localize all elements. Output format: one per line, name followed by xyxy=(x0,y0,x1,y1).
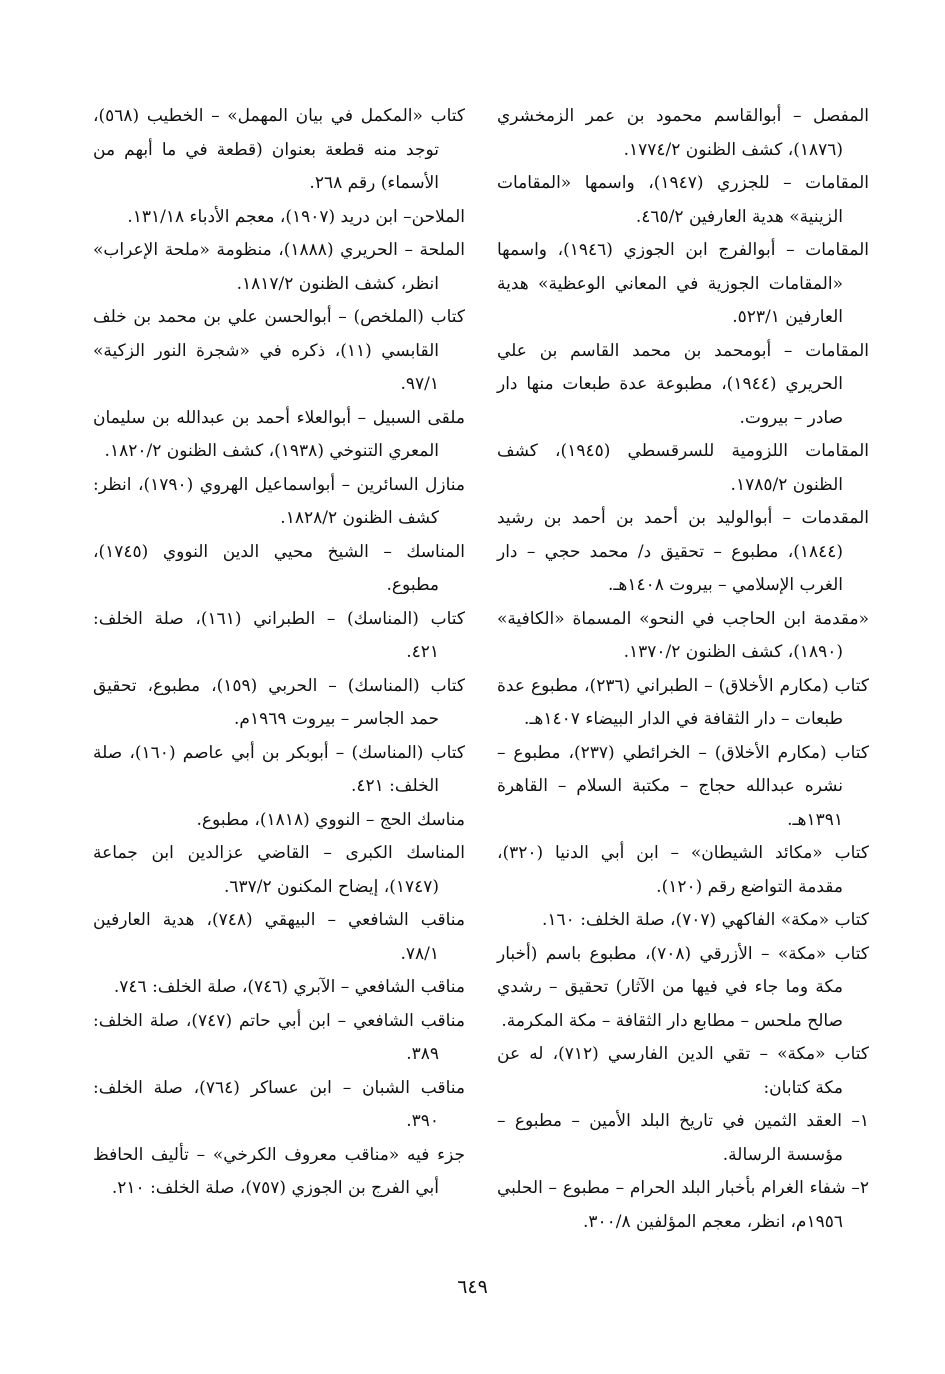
entry: كتاب (المناسك) – أبوبكر بن أبي عاصم (١٦٠)، صلة الخلف: ٤٢١. xyxy=(93,742,465,796)
page-number: ٦٤٩ xyxy=(457,1276,488,1298)
entry: ٢– شفاء الغرام بأخبار البلد الحرام – مطبوع – الحلبي ١٩٥٦م، انظر، معجم المؤلفين ٣٠٠/٨. xyxy=(497,1178,869,1232)
entry: كتاب «مكة» – الأزرقي (٧٠٨)، مطبوع باسم (أخبار مكة وما جاء في فيها من الآثار) تحقيق – رشدي صالح ملحس – مطابع دار الثقافة – مكة المكرمة. xyxy=(497,943,869,1031)
entry: كتاب «مكة» – تقي الدين الفارسي (٧١٢)، له عن مكة كتابان: xyxy=(497,1044,869,1098)
entry: مناقب الشبان – ابن عساكر (٧٦٤)، صلة الخلف: ٣٩٠. xyxy=(93,1077,466,1131)
entry: كتاب (مكارم الأخلاق) – الطبراني (٢٣٦)، مطبوع عدة طبعات – دار الثقافة في الدار البيضاء ١٤٠٧هـ. xyxy=(497,675,869,729)
entry: كتاب (المناسك) – الحربي (١٥٩)، مطبوع، تحقيق حمد الجاسر – بيروت ١٩٦٩م. xyxy=(93,675,465,729)
entry: «مقدمة ابن الحاجب في النحو» المسماة «الكافية» (١٨٩٠)، كشف الظنون ١٣٧٠/٢. xyxy=(497,608,869,662)
entry: مناقب الشافعي – ابن أبي حاتم (٧٤٧)، صلة الخلف: ٣٨٩. xyxy=(93,1010,465,1064)
entry: الملحة – الحريري (١٨٨٨)، منظومة «ملحة الإعراب» انظر، كشف الظنون ١٨١٧/٢. xyxy=(93,240,465,294)
entry: كتاب (المناسك) – الطبراني (١٦١)، صلة الخلف: ٤٢١. xyxy=(93,608,465,662)
entry: المناسك الكبرى – القاضي عزالدين ابن جماعة (١٧٤٧)، إيضاح المكنون ٦٣٧/٢. xyxy=(93,843,465,897)
entry: كتاب «مكائد الشيطان» – ابن أبي الدنيا (٣٢٠)، مقدمة التواضع رقم (١٢٠). xyxy=(497,843,869,897)
entry: ملقى السبيل – أبوالعلاء أحمد بن عبدالله بن سليمان المعري التنوخي (١٩٣٨)، كشف الظنون ١٨٢٠/٢. xyxy=(93,407,465,461)
entry: الملاحن– ابن دريد (١٩٠٧)، معجم الأدباء ١٣١/١٨. xyxy=(127,206,465,227)
entry: المقامات – أبومحمد بن محمد القاسم بن علي الحريري (١٩٤٤)، مطبوعة عدة طبعات منها دار صادر – بيروت. xyxy=(497,340,869,428)
entry: المفصل – أبوالقاسم محمود بن عمر الزمخشري (١٨٧٦)، كشف الظنون ١٧٧٤/٢. xyxy=(497,106,869,160)
entry: المقدمات – أبوالوليد بن أحمد بن أحمد بن رشيد (١٨٤٤)، مطبوع – تحقيق د/ محمد حجي – دار الغرب الإسلامي – بيروت ١٤٠٨هـ. xyxy=(497,508,869,595)
entry: كتاب «المكمل في بيان المهمل» – الخطيب (٥٦٨)، توجد منه قطعة بعنوان (قطعة في ما أبهم من الأسماء) رقم ٢٦٨. xyxy=(93,106,465,193)
entry: منازل السائرين – أبواسماعيل الهروي (١٧٩٠)، انظر: كشف الظنون ١٨٢٨/٢. xyxy=(93,474,465,528)
entry: المقامات اللزومية للسرقسطي (١٩٤٥)، كشف الظنون ١٧٨٥/٢. xyxy=(497,441,869,495)
entry: المقامات – للجزري (١٩٤٧)، واسمها «المقامات الزينية» هدية العارفين ٤٦٥/٢. xyxy=(497,173,869,227)
entry: كتاب (مكارم الأخلاق) – الخرائطي (٢٣٧)، مطبوع – نشره عبدالله حجاج – مكتبة السلام – القاهرة ١٣٩١هـ. xyxy=(497,742,869,830)
right-column xyxy=(497,100,869,1239)
entry: كتاب (الملخص) – أبوالحسن علي بن محمد بن خلف القابسي (١١)، ذكره في «شجرة النور الزكية» ٩٧/١. xyxy=(93,307,465,394)
entry: مناقب الشافعي – الآبري (٧٤٦)، صلة الخلف: ٧٤٦. xyxy=(113,977,465,997)
left-column xyxy=(93,100,465,1206)
entry: مناسك الحج – النووي (١٨١٨)، مطبوع. xyxy=(196,809,465,830)
entry: ١– العقد الثمين في تاريخ البلد الأمين – مطبوع – مؤسسة الرسالة. xyxy=(497,1111,869,1165)
entry: المناسك – الشيخ محيي الدين النووي (١٧٤٥)، مطبوع. xyxy=(93,541,465,595)
entry: مناقب الشافعي – البيهقي (٧٤٨)، هدية العارفين ٧٨/١. xyxy=(93,910,466,964)
entry: كتاب «مكة» الفاكهي (٧٠٧)، صلة الخلف: ١٦٠. xyxy=(541,910,869,930)
entry: جزء فيه «مناقب معروف الكرخي» – تأليف الحافظ أبي الفرج بن الجوزي (٧٥٧)، صلة الخلف: ٢١٠. xyxy=(93,1144,465,1198)
entry: المقامات – أبوالفرج ابن الجوزي (١٩٤٦)، واسمها «المقامات الجوزية في المعاني الوعظية» هدية العارفين ٥٢٣/١. xyxy=(497,240,869,327)
